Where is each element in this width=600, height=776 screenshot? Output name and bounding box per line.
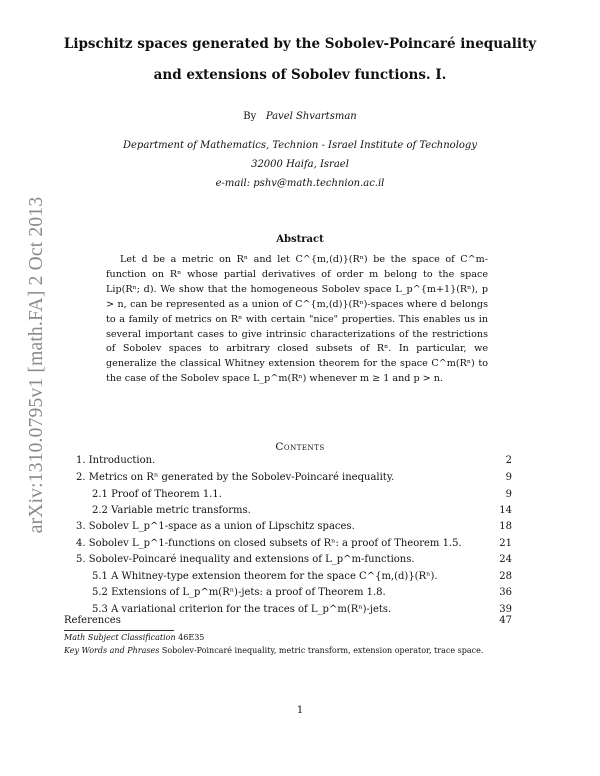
toc-entry-title: 3. Sobolev L_p^1-space as a union of Lipschitz spaces. — [76, 521, 355, 532]
abstract-heading: Abstract — [276, 234, 324, 245]
toc-entry-page: 18 — [499, 521, 512, 532]
toc-entry-page: 47 — [499, 615, 512, 626]
footnote-msc-label: Math Subject Classification — [64, 633, 176, 642]
author-by: By — [243, 111, 257, 122]
abstract-body: Let d be a metric on Rⁿ and let C^{m,(d)}(Rⁿ) be the space of C^m-function on Rⁿ whose partial derivatives of order m belong to the space Lip(Rⁿ; d). We show that the homogeneous Sobolev space L_p^{m+1}(Rⁿ), p > n, can be represented as a union of C^{m,(d)}(Rⁿ)-spaces where d belongs to a family of metrics on Rⁿ with certain "nice" properties. This enables us in several important cases to give intrinsic characterizations of the restrictions of Sobolev spaces to arbitrary closed subsets of Rⁿ. In particular, we generalize the classical Whitney extension theorem for the space C^m(Rⁿ) to the case of the Sobolev space L_p^m(Rⁿ) whenever m ≥ 1 and p > n. — [106, 254, 488, 385]
toc-entry-title: 2.1 Proof of Theorem 1.1. — [92, 489, 222, 500]
toc-entry-title: 1. Introduction. — [76, 455, 156, 466]
toc-entry-title: 5.1 A Whitney-type extension theorem for the space C^{m,(d)}(Rⁿ). — [92, 571, 438, 582]
toc-entry-title: 5. Sobolev-Poincaré inequality and extensions of L_p^m-functions. — [76, 554, 415, 565]
author-name: Pavel Shvartsman — [265, 111, 357, 122]
toc-entry-page: 9 — [505, 472, 512, 483]
toc-entry-page: 14 — [499, 505, 512, 516]
toc-entry-page: 21 — [499, 538, 512, 549]
toc-entry-title: 2. Metrics on Rⁿ generated by the Sobolev-Poincaré inequality. — [76, 472, 395, 483]
toc-entry-title: References — [64, 615, 121, 626]
paper-title-line-1: Lipschitz spaces generated by the Sobolev-Poincaré inequality — [63, 36, 537, 52]
affiliation-line-1: Department of Mathematics, Technion - Israel Institute of Technology — [123, 140, 477, 151]
arxiv-identifier: arXiv:1310.0795v1 [math.FA] 2 Oct 2013 — [26, 196, 47, 534]
affiliation-line-2: 32000 Haifa, Israel — [251, 159, 349, 170]
toc-entry-page: 9 — [505, 489, 512, 500]
toc-entry-page: 2 — [505, 455, 512, 466]
affiliation-email: e-mail: pshv@math.technion.ac.il — [215, 178, 385, 189]
toc-entry-title: 5.2 Extensions of L_p^m(Rⁿ)-jets: a proof of Theorem 1.8. — [92, 587, 386, 598]
paper-title-line-2: and extensions of Sobolev functions. I. — [153, 67, 447, 83]
author-line — [0, 111, 600, 122]
footnote-kw-label: Key Words and Phrases — [64, 646, 160, 655]
toc-entry-page: 28 — [499, 571, 512, 582]
toc-entry-page: 39 — [499, 604, 512, 615]
footnote-msc-value: 46E35 — [178, 633, 205, 642]
footnote-rule — [64, 630, 174, 631]
footnote-kw-value: Sobolev-Poincaré inequality, metric transform, extension operator, trace space. — [161, 646, 484, 655]
toc-entry-title: 4. Sobolev L_p^1-functions on closed subsets of Rⁿ: a proof of Theorem 1.5. — [76, 538, 462, 549]
page-number: 1 — [296, 705, 304, 716]
footnote-msc — [64, 633, 204, 642]
toc-entry-title: 5.3 A variational criterion for the traces of L_p^m(Rⁿ)-jets. — [92, 604, 392, 615]
contents-heading: Contents — [275, 441, 325, 453]
toc-entry-page: 24 — [499, 554, 512, 565]
toc-entry-title: 2.2 Variable metric transforms. — [92, 505, 251, 516]
footnote-keywords — [64, 646, 483, 655]
toc-entry-page: 36 — [499, 587, 512, 598]
